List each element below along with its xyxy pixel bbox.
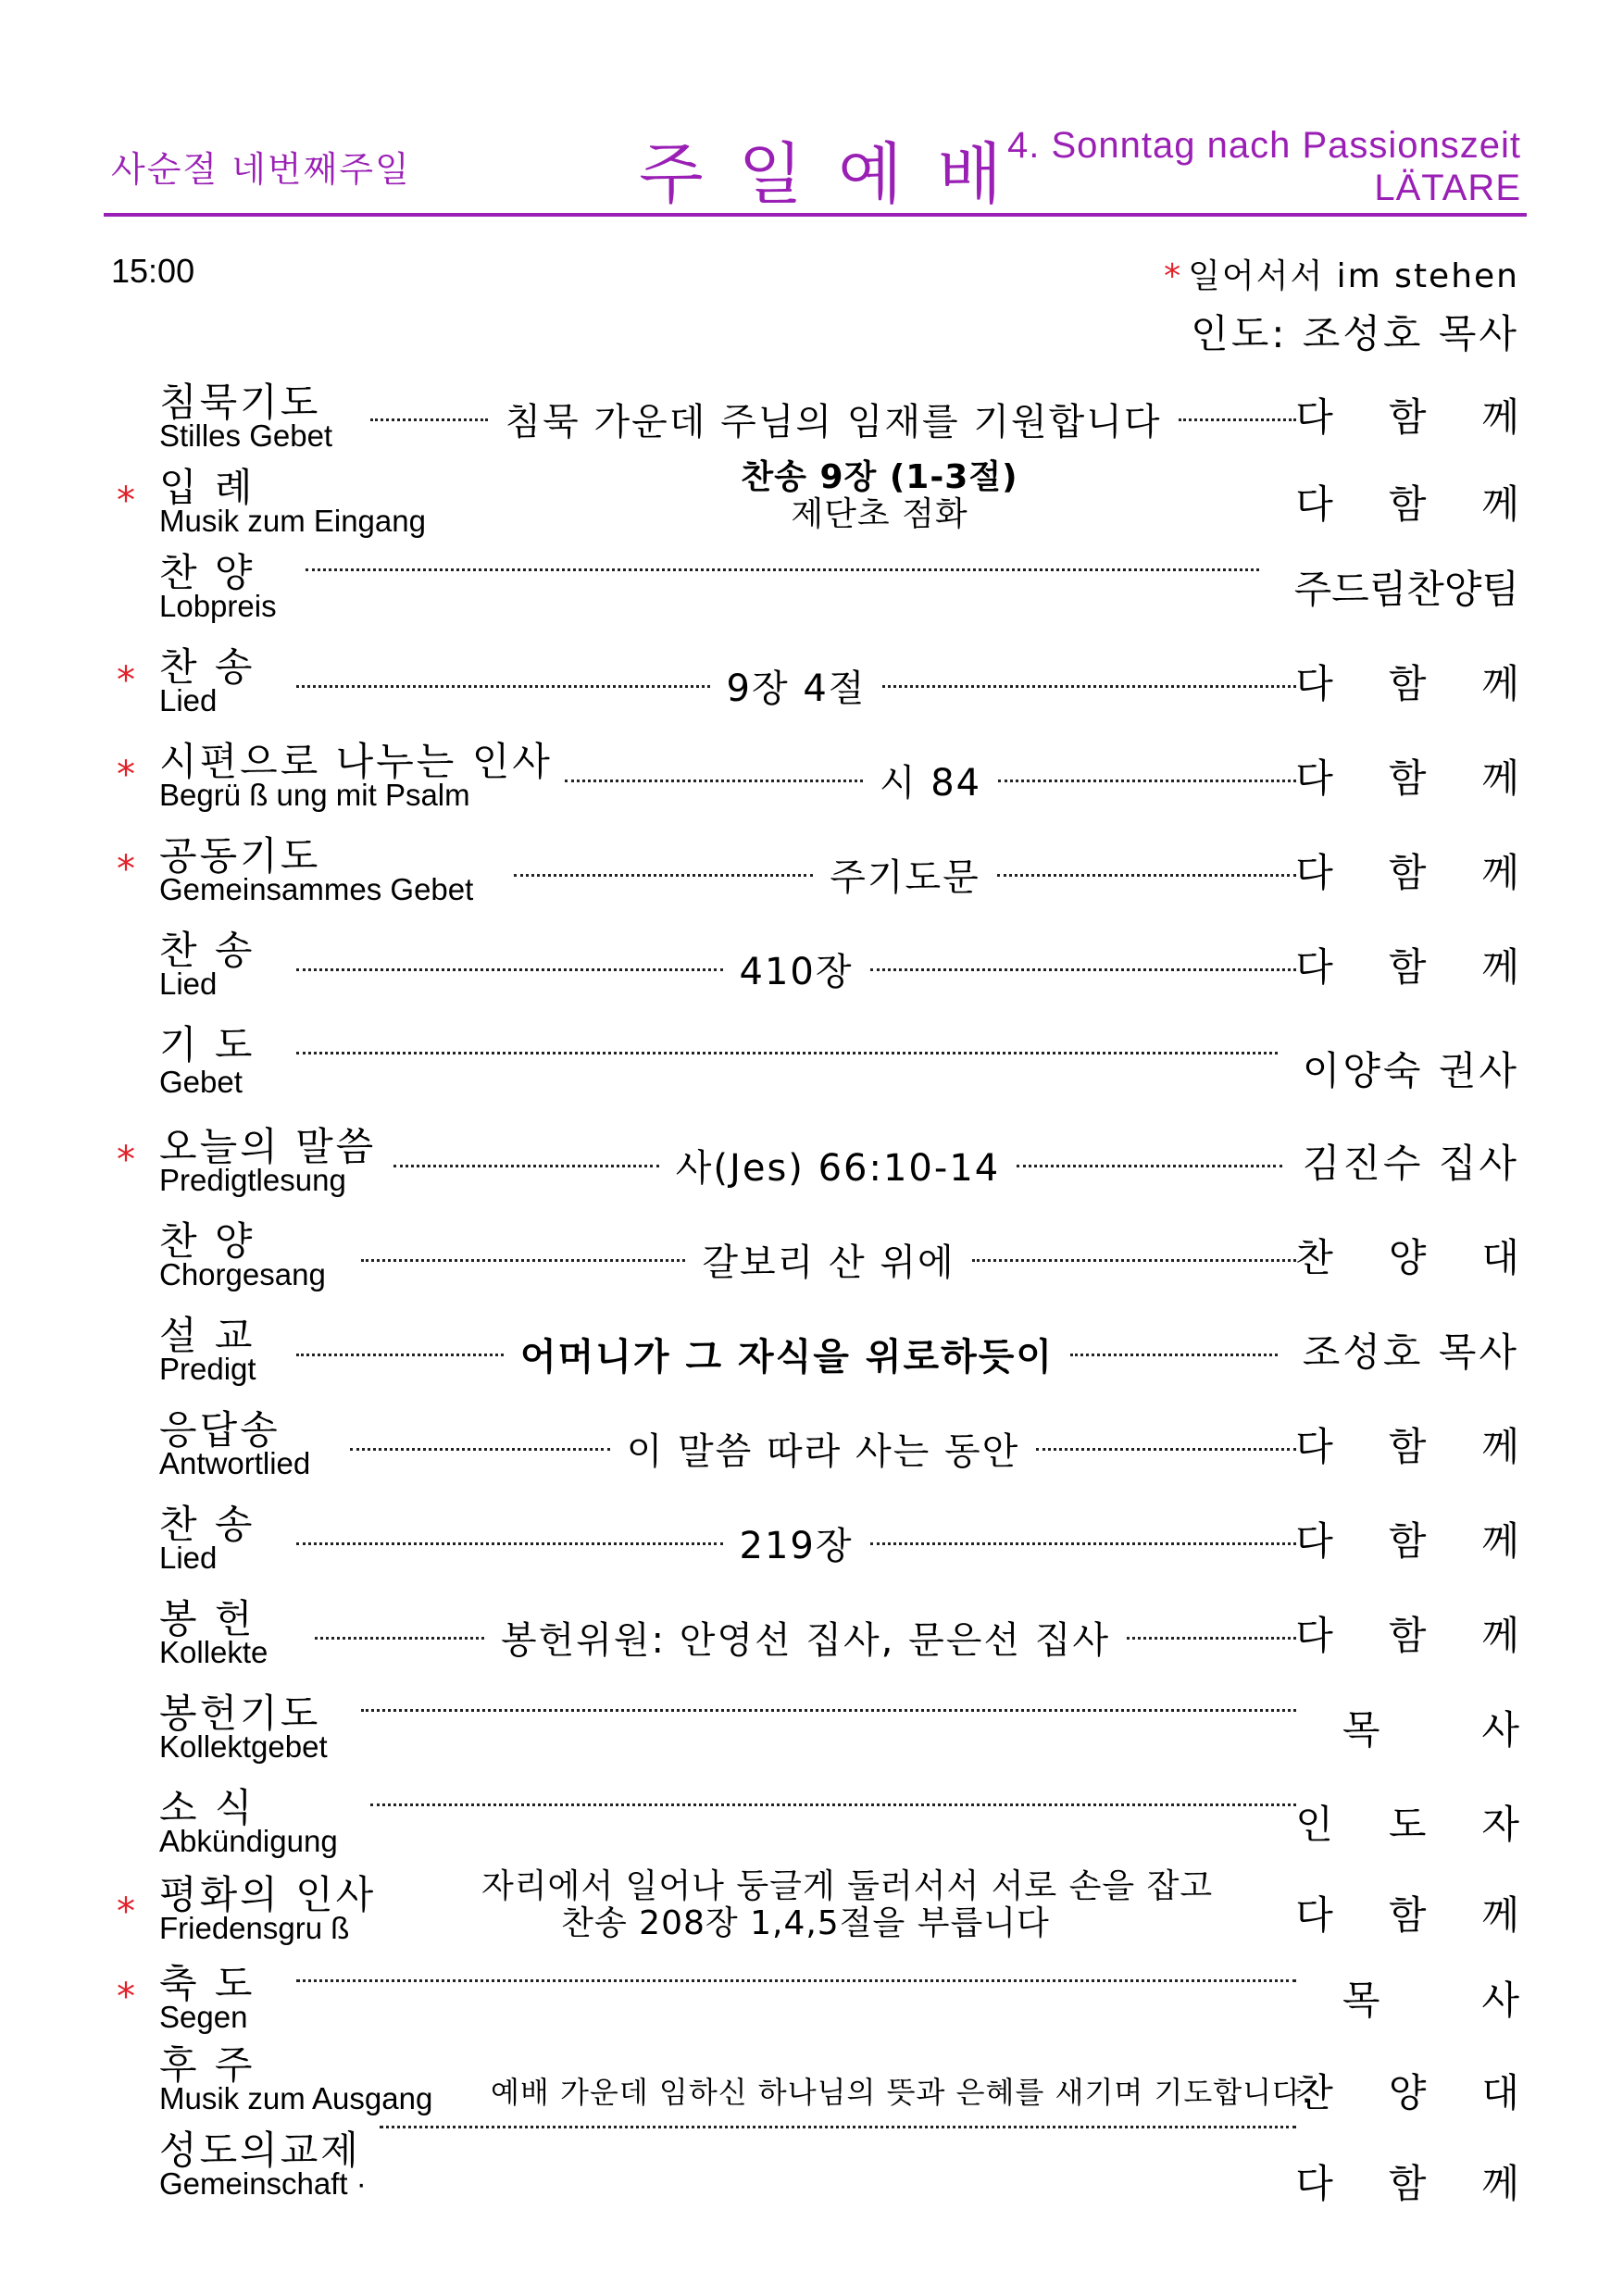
item-detail bbox=[361, 1705, 1296, 1715]
item-detail-line1: 찬송 9장 (1-3절) bbox=[741, 458, 1018, 496]
leader-dots bbox=[998, 776, 1296, 785]
item-detail-line1: 자리에서 일어나 둥글게 둘러서서 서로 손을 잡고 bbox=[481, 1867, 1214, 1905]
item-responsible: 다함께 bbox=[1295, 394, 1575, 440]
standing-text: 일어서서 im stehen bbox=[1188, 257, 1519, 295]
item-detail bbox=[306, 565, 1259, 574]
leader-dots bbox=[1127, 1633, 1296, 1642]
header-divider bbox=[104, 213, 1527, 217]
item-title-ko: 소 식 bbox=[159, 1785, 256, 1830]
item-title-de: Abkündigung bbox=[159, 1824, 338, 1858]
standing-star-icon: * bbox=[117, 848, 135, 891]
leader-dots bbox=[380, 2122, 1296, 2131]
item-title-de: Stilles Gebet bbox=[159, 418, 333, 453]
item-responsible: 다함께 bbox=[1295, 1892, 1575, 1938]
standing-star-icon: * bbox=[117, 1890, 135, 1933]
leader-dots bbox=[296, 1350, 504, 1359]
standing-star-icon: * bbox=[117, 659, 135, 702]
item-detail-text: 주기도문 bbox=[830, 856, 980, 899]
item-title-ko: 입 례 bbox=[159, 465, 256, 510]
item-title-ko: 찬 양 bbox=[159, 550, 256, 595]
leader-dots bbox=[296, 681, 710, 691]
item-responsible: 다함께 bbox=[1295, 481, 1575, 527]
standing-star-icon: * bbox=[1164, 257, 1183, 295]
item-detail bbox=[315, 1611, 1296, 1664]
standing-legend bbox=[1164, 250, 1519, 297]
page-title: 주일예배 bbox=[639, 135, 1038, 213]
item-title-ko: 설 교 bbox=[159, 1313, 256, 1358]
item-responsible: 다함께 bbox=[1295, 1518, 1575, 1564]
leader-dots bbox=[1070, 1350, 1278, 1359]
item-title-ko: 성도의교제 bbox=[159, 2128, 361, 2173]
standing-star-icon: * bbox=[117, 1139, 135, 1181]
item-responsible: 다함께 bbox=[1295, 2161, 1575, 2206]
item-title-de: Lied bbox=[159, 967, 218, 1001]
leader-dots bbox=[1017, 1161, 1282, 1170]
standing-star-icon: * bbox=[117, 754, 135, 796]
item-title-de: Musik zum Eingang bbox=[159, 504, 426, 538]
item-title-ko: 찬 양 bbox=[159, 1218, 256, 1264]
item-detail-text: 시 84 bbox=[879, 762, 982, 805]
item-detail bbox=[296, 1328, 1278, 1380]
item-title-ko: 축 도 bbox=[159, 1961, 256, 2006]
item-detail bbox=[380, 2122, 1296, 2131]
leader-dots bbox=[393, 1161, 659, 1170]
leader-dots bbox=[296, 1976, 1296, 1985]
item-detail bbox=[296, 1976, 1296, 1985]
sunday-name bbox=[1007, 124, 1521, 209]
item-detail-text: 410장 bbox=[739, 951, 854, 993]
sermon-title: 어머니가 그 자식을 위로하듯이 bbox=[519, 1336, 1055, 1379]
item-title-ko: 봉헌기도 bbox=[159, 1691, 321, 1736]
item-title-ko: 찬 송 bbox=[159, 1502, 256, 1547]
leader-dots bbox=[972, 1255, 1296, 1265]
leader-dots bbox=[882, 681, 1296, 691]
item-responsible: 다함께 bbox=[1295, 944, 1575, 990]
item-detail bbox=[296, 1516, 1296, 1569]
leader-dots bbox=[361, 1705, 1296, 1715]
leader-dots bbox=[1036, 1444, 1296, 1454]
item-detail-text: 갈보리 산 위에 bbox=[702, 1242, 955, 1284]
item-detail bbox=[296, 942, 1296, 995]
item-title-ko: 평화의 인사 bbox=[159, 1872, 377, 1917]
leader-dots bbox=[296, 965, 723, 974]
sunday-name-de: 4. Sonntag nach Passionszeit bbox=[1006, 125, 1521, 166]
item-responsible: 다함께 bbox=[1295, 661, 1575, 706]
item-responsible: 주드림찬양팀 bbox=[1293, 567, 1519, 612]
leader-dots bbox=[997, 870, 1296, 880]
item-title-ko: 시편으로 나누는 인사 bbox=[159, 739, 553, 784]
item-title-de: Lied bbox=[159, 683, 218, 718]
item-responsible: 조성호 목사 bbox=[1302, 1329, 1519, 1375]
item-responsible: 다함께 bbox=[1295, 755, 1575, 801]
item-detail bbox=[481, 1867, 1214, 1942]
sunday-latin: LÄTARE bbox=[1374, 168, 1521, 208]
item-title-ko: 공동기도 bbox=[159, 833, 321, 879]
item-responsible: 인도자 bbox=[1295, 1802, 1575, 1847]
item-detail bbox=[370, 1800, 1296, 1809]
leader-dots bbox=[370, 415, 488, 424]
item-detail bbox=[514, 848, 1296, 901]
item-responsible: 다함께 bbox=[1295, 1424, 1575, 1469]
item-title-ko: 후 주 bbox=[159, 2042, 256, 2088]
service-time: 15:00 bbox=[111, 252, 195, 290]
item-title-ko: 찬 송 bbox=[159, 644, 256, 690]
item-title-ko: 봉 헌 bbox=[159, 1596, 256, 1641]
item-title-de: Begrü ß ung mit Psalm bbox=[159, 778, 470, 812]
item-responsible: 찬양대 bbox=[1295, 1235, 1575, 1280]
item-title-ko: 침묵기도 bbox=[159, 380, 321, 425]
item-responsible: 이양숙 권사 bbox=[1302, 1048, 1519, 1093]
item-responsible: 다함께 bbox=[1295, 1613, 1575, 1658]
item-detail-text: 이 말씀 따라 사는 동안 bbox=[626, 1430, 1020, 1473]
item-title-de: Gemeinsammes Gebet bbox=[159, 872, 474, 906]
item-title-de: Kollekte bbox=[159, 1635, 268, 1669]
service-leader: 인도: 조성호 목사 bbox=[1191, 311, 1519, 356]
item-detail bbox=[704, 459, 1055, 533]
item-detail bbox=[361, 1233, 1296, 1286]
leader-dots bbox=[370, 1800, 1296, 1809]
item-detail-text: 봉헌위원: 안영선 집사, 문은선 집사 bbox=[501, 1619, 1111, 1662]
item-title-de: Chorgesang bbox=[159, 1257, 326, 1292]
item-title-ko: 오늘의 말씀 bbox=[159, 1124, 377, 1169]
leader-dots bbox=[1179, 415, 1296, 424]
leader-dots bbox=[514, 870, 813, 880]
leader-dots bbox=[870, 1539, 1297, 1548]
item-title-de: Antwortlied bbox=[159, 1446, 311, 1480]
standing-star-icon: * bbox=[117, 480, 135, 522]
item-detail bbox=[296, 659, 1296, 712]
item-responsible: 다함께 bbox=[1295, 850, 1575, 895]
leader-dots bbox=[361, 1255, 685, 1265]
item-title-de: Predigtlesung bbox=[159, 1163, 346, 1197]
leader-dots bbox=[306, 565, 1259, 574]
standing-star-icon: * bbox=[117, 1976, 135, 2018]
item-title-de: Musik zum Ausgang bbox=[159, 2081, 433, 2115]
item-title-de: Lobpreis bbox=[159, 589, 277, 623]
item-title-ko: 기 도 bbox=[159, 1022, 256, 1067]
item-detail bbox=[565, 754, 1296, 806]
item-detail-text: 예배 가운데 임하신 하나님의 뜻과 은혜를 새기며 기도합니다. bbox=[491, 2075, 1313, 2110]
season-label: 사순절 네번째주일 bbox=[111, 149, 411, 190]
item-responsible: 찬양대 bbox=[1295, 2070, 1575, 2115]
item-detail bbox=[350, 1422, 1296, 1475]
item-title-de: Gebet bbox=[159, 1065, 243, 1099]
item-detail-line2: 찬송 208장 1,4,5절을 부릅니다 bbox=[561, 1904, 1050, 1942]
leader-dots bbox=[296, 1539, 723, 1548]
item-responsible: 김진수 집사 bbox=[1302, 1141, 1519, 1186]
item-detail-line2: 제단초 점화 bbox=[791, 495, 968, 533]
item-title-de: Gemeinschaft · bbox=[159, 2166, 367, 2201]
leader-dots bbox=[350, 1444, 610, 1454]
item-title-ko: 찬 송 bbox=[159, 928, 256, 973]
item-title-de: Kollektgebet bbox=[159, 1729, 328, 1764]
item-detail bbox=[296, 1048, 1278, 1057]
item-detail bbox=[393, 1139, 1282, 1192]
item-detail-text: 219장 bbox=[739, 1525, 854, 1567]
leader-dots bbox=[315, 1633, 484, 1642]
item-detail-text: 9장 4절 bbox=[726, 668, 867, 710]
item-detail bbox=[491, 2074, 1313, 2111]
leader-dots bbox=[870, 965, 1297, 974]
item-title-de: Predigt bbox=[159, 1352, 256, 1386]
item-title-de: Friedensgru ß bbox=[159, 1911, 350, 1945]
item-responsible: 목사 bbox=[1342, 1707, 1621, 1753]
item-detail bbox=[370, 393, 1296, 445]
item-detail-text: 사(Jes) 66:10-14 bbox=[675, 1147, 1001, 1190]
leader-dots bbox=[565, 776, 863, 785]
item-detail-text: 침묵 가운데 주님의 임재를 기원합니다 bbox=[505, 401, 1162, 443]
leader-dots bbox=[296, 1048, 1278, 1057]
item-title-ko: 응답송 bbox=[159, 1407, 281, 1453]
item-responsible: 목사 bbox=[1342, 1978, 1621, 2023]
item-title-de: Segen bbox=[159, 2000, 248, 2034]
item-title-de: Lied bbox=[159, 1541, 218, 1575]
